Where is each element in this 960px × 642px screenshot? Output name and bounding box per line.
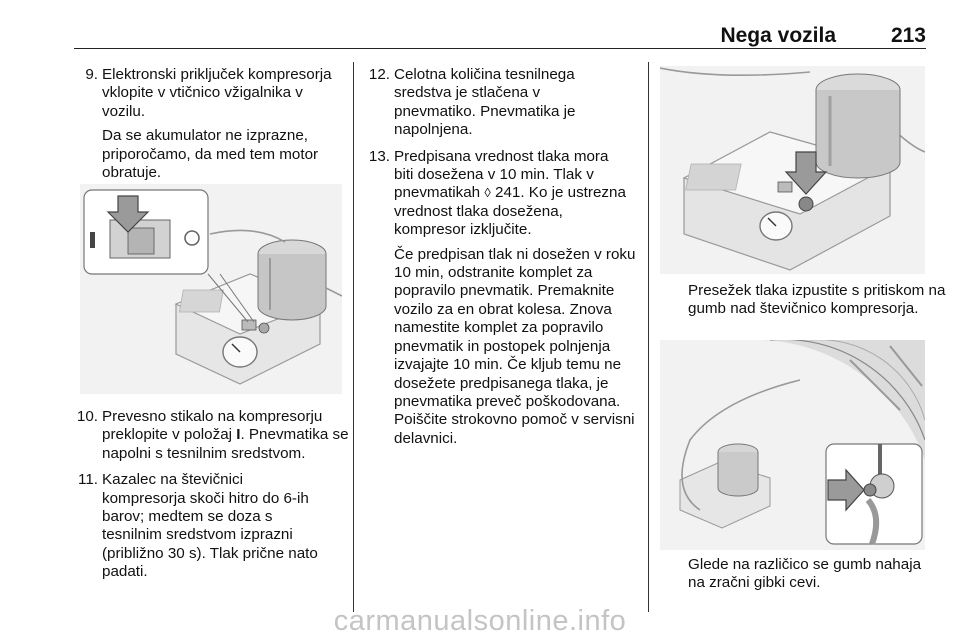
- step-text-start: Prevesno stikalo na kompresorju preklopite v položaj: [102, 408, 323, 444]
- figure-caption-2: Glede na različico se gumb nahaja na zračni gibki cevi.: [688, 556, 922, 592]
- step-number: 10.: [76, 408, 98, 425]
- release-button: [259, 323, 269, 333]
- middle-column: [366, 66, 638, 456]
- step-text: [394, 148, 632, 240]
- step-11: [74, 471, 354, 581]
- step-text: Kazalec na števičnici kompresorja skoči hitro do 6-ih barov; medtem se doza s tesnilnim sredstvom izprazni (približno 30 s). Tlak prične nato padati.: [102, 471, 318, 581]
- compressor-label-panel: [686, 164, 742, 190]
- step-number: 12.: [368, 66, 390, 83]
- release-button: [864, 484, 876, 496]
- step-number: 11.: [78, 471, 98, 489]
- page-header: [74, 22, 926, 49]
- left-column-lower: [74, 408, 354, 590]
- page-number: 213: [890, 24, 926, 47]
- step-10: [74, 408, 354, 463]
- step-12: [366, 66, 638, 140]
- step-text: Celotna količina tesnilnega sredstva je stlačena v pnevmatiko. Pnevmatika je napolnjena.: [394, 66, 576, 139]
- sealant-bottle: [718, 452, 758, 496]
- switch-small: [778, 182, 792, 192]
- sealant-bottle: [258, 254, 326, 320]
- step-text-end: 241. Ko je ustrezna vrednost tlaka dosežena, kompresor izklјučite.: [394, 184, 626, 239]
- step-note: Če predpisan tlak ni dosežen v roku 10 min, odstranite komplet za popravilo pnevmatik. Premaknite vozilo za en obrat kolesa. Znova namestite komplet za popravilo pnevmatik in postopek polnjenja izvajajte 10 min. Če kljub temu ne dosežete predpisanega tlaka, je pnevmatika preveč poškodovana. Poiščite strokovno pomoč v servisni delavnici.: [394, 245, 636, 447]
- step-text-start: Predpisana vrednost tlaka mora biti dosežena v 10 min. Tlak v pnevmatikah: [394, 147, 609, 202]
- rocker-paddle: [128, 228, 154, 254]
- step-number: 9.: [85, 66, 98, 83]
- pressure-release-figure: [660, 66, 925, 274]
- step-9: [74, 66, 344, 182]
- step-text: [102, 408, 354, 463]
- compressor-label-panel: [179, 290, 223, 312]
- step-text: Elektronski priključek kompresorja vklopite v vtičnico vžigalnika v vozilu.: [102, 66, 332, 120]
- compressor-switch-figure: [80, 184, 342, 394]
- step-note: Da se akumulator ne izprazne, priporočamo, da med tem motor obratuje.: [102, 127, 319, 182]
- section-title: Nega vozila: [720, 24, 836, 47]
- watermark: carmanualsonline.info: [333, 605, 627, 637]
- left-column: [74, 66, 344, 190]
- step-number: 13.: [368, 147, 390, 165]
- page-reference-icon: ◊: [484, 185, 491, 201]
- switch-position-label: I: [236, 426, 241, 444]
- step-text-end: . Pnevmatika se napolni s tesnilnim sredstvom.: [102, 426, 349, 462]
- hose-button-figure: [660, 340, 925, 550]
- switch-position-mark: [90, 232, 95, 248]
- step-13: [366, 148, 638, 449]
- figure-caption-1: Presežek tlaka izpustite s pritiskom na gumb nad števičnico kompresorja.: [688, 282, 946, 318]
- column-divider-right: [648, 62, 649, 612]
- release-button: [799, 197, 813, 211]
